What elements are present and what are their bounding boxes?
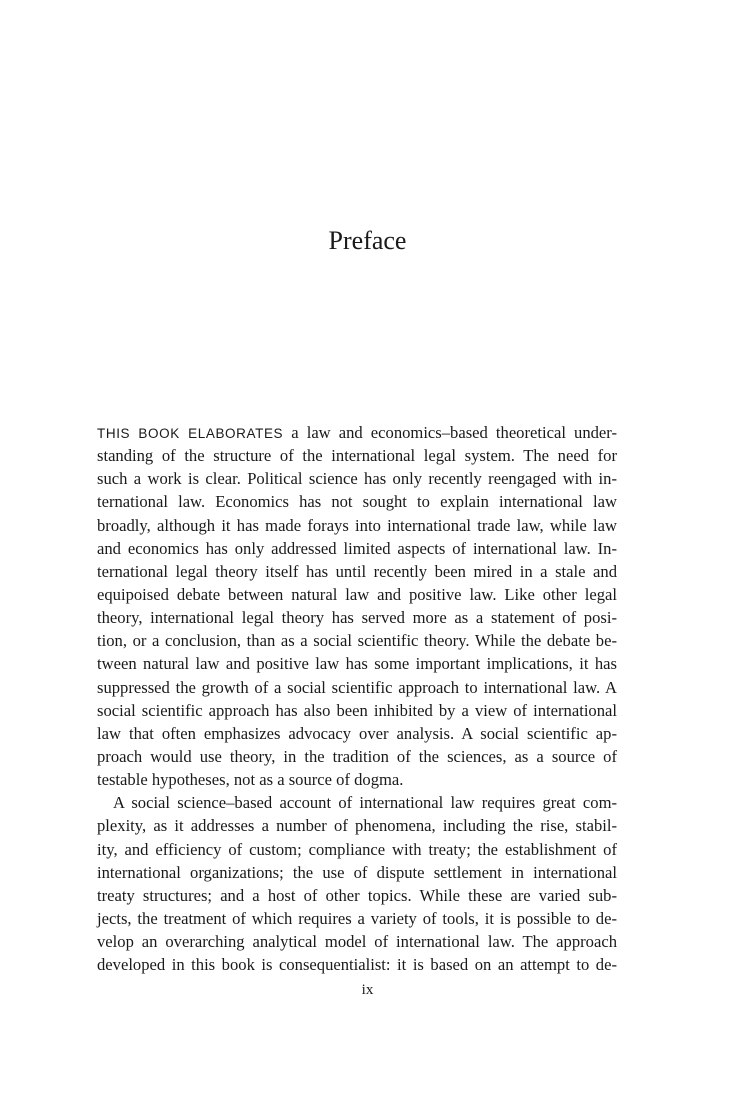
- text-line: jects, the treatment of which requires a variety of tools, it is possible to de-: [97, 908, 617, 928]
- text-line: theory, international legal theory has served more as a statement of posi-: [97, 608, 617, 628]
- text-line: ternational law. Economics has not sought to explain international law: [97, 492, 617, 512]
- text-line: tween natural law and positive law has some important implications, it has: [97, 654, 617, 674]
- text-line: law that often emphasizes advocacy over analysis. A social scientific ap-: [97, 723, 617, 743]
- text-line: ternational legal theory itself has until recently been mired in a stale and: [97, 561, 617, 581]
- text-line: broadly, although it has made forays into international trade law, while law: [97, 515, 617, 535]
- text-line: A social science–based account of international law requires great com-: [113, 793, 617, 813]
- text-line: suppressed the growth of a social scientific approach to international law. A: [97, 677, 617, 697]
- text-line: developed in this book is consequentialist: it is based on an attempt to de-: [97, 955, 617, 975]
- text-line: proach would use theory, in the tradition of the sciences, as a source of: [97, 746, 617, 766]
- text-line: THIS BOOK ELABORATES a law and economics–based theoretical under-: [97, 423, 617, 442]
- text-line: treaty structures; and a host of other topics. While these are varied sub-: [97, 885, 617, 905]
- text-line: testable hypotheses, not as a source of dogma.: [97, 770, 404, 790]
- text-line: social scientific approach has also been inhibited by a view of international: [97, 700, 617, 720]
- lead-in-small-caps: THIS BOOK ELABORATES: [97, 426, 284, 441]
- text-line: international organizations; the use of dispute settlement in international: [97, 862, 617, 882]
- body-text: [97, 421, 617, 976]
- text-line: equipoised debate between natural law and positive law. Like other legal: [97, 584, 617, 604]
- text-line: such a work is clear. Political science has only recently reengaged with in-: [97, 469, 617, 489]
- text-line: velop an overarching analytical model of international law. The approach: [97, 932, 617, 952]
- page-title: Preface: [328, 226, 407, 255]
- text-line: and economics has only addressed limited aspects of international law. In-: [97, 538, 617, 558]
- text-line: ity, and efficiency of custom; compliance with treaty; the establishment of: [97, 839, 617, 859]
- text-line: plexity, as it addresses a number of phenomena, including the rise, stabil-: [97, 816, 617, 836]
- page-number: ix: [361, 982, 374, 998]
- text-line: standing of the structure of the international legal system. The need for: [97, 446, 617, 466]
- text-line: tion, or a conclusion, than as a social scientific theory. While the debate be-: [97, 631, 617, 651]
